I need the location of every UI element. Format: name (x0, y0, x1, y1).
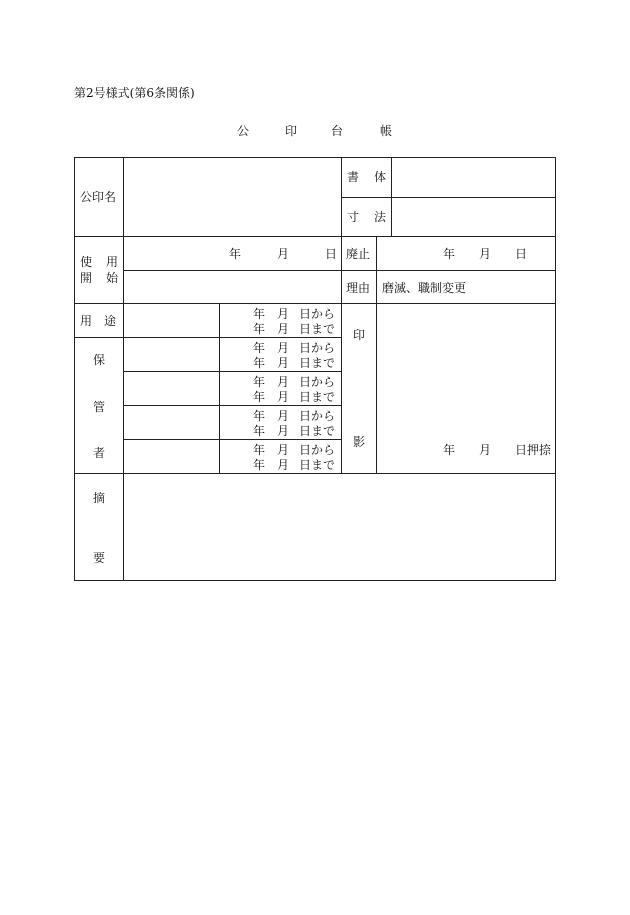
divider-record-row-3 (123, 405, 341, 406)
title-char-1: 公 (237, 124, 250, 138)
label-start-use-1a: 使 (80, 255, 93, 269)
start-date-year: 年 (229, 247, 242, 261)
label-seal-image-char-2: 影 (353, 435, 366, 449)
label-start-use-2a: 開 (80, 271, 93, 285)
period-to-suffix: 日まで (299, 424, 336, 438)
reason-value: 磨滅、職制変更 (382, 281, 467, 295)
divider-abolish-right (376, 236, 377, 304)
period-from-suffix: 日から (299, 341, 336, 355)
divider-seal-name-bottom (74, 236, 556, 237)
abolish-date-month: 月 (479, 247, 492, 261)
period-to-suffix: 日まで (299, 356, 336, 370)
title-char-4: 帳 (380, 124, 393, 138)
divider-records-bottom (74, 473, 556, 474)
abolish-date-year: 年 (443, 247, 456, 261)
table-border-bottom (74, 580, 556, 581)
title-char-2: 印 (285, 124, 298, 138)
divider-record-row-2 (123, 371, 341, 372)
label-typeface-char-2: 体 (374, 170, 387, 184)
divider-start-use-middle (123, 270, 556, 271)
period-to-suffix: 日まで (299, 458, 336, 472)
label-purpose-char-1: 用 (80, 314, 93, 328)
period-to-month: 月 (277, 356, 290, 370)
divider-typeface-size (341, 197, 556, 198)
period-to-month: 月 (277, 390, 290, 404)
abolish-date-day: 日 (515, 247, 528, 261)
label-summary-char-2: 要 (93, 551, 106, 565)
label-reason: 理由 (346, 281, 371, 295)
label-seal-image-char-1: 印 (353, 328, 366, 342)
label-start-use-1b: 用 (106, 255, 119, 269)
divider-purpose-row (74, 337, 341, 338)
period-to-year: 年 (253, 458, 266, 472)
seal-press-suffix: 日押捺 (515, 443, 552, 457)
divider-seal-image-right (376, 303, 377, 474)
period-to-year: 年 (253, 356, 266, 370)
table-border-right (555, 157, 556, 581)
period-to-month: 月 (277, 458, 290, 472)
period-to-month: 月 (277, 322, 290, 336)
seal-press-month: 月 (479, 443, 492, 457)
period-from-month: 月 (277, 341, 290, 355)
label-summary-char-1: 摘 (93, 491, 106, 505)
label-start-use-2b: 始 (106, 271, 119, 285)
divider-start-use-bottom (74, 303, 556, 304)
table-border-top (74, 157, 556, 158)
label-abolish: 廃止 (346, 247, 371, 261)
title-char-3: 台 (331, 124, 344, 138)
period-to-suffix: 日まで (299, 322, 336, 336)
label-purpose-char-2: 途 (104, 314, 117, 328)
label-column-divider (123, 157, 124, 581)
divider-period-left (219, 303, 220, 474)
period-to-suffix: 日まで (299, 390, 336, 404)
period-from-year: 年 (253, 341, 266, 355)
period-from-suffix: 日から (299, 409, 336, 423)
period-from-year: 年 (253, 307, 266, 321)
label-custodian-char-1: 保 (93, 353, 106, 367)
form-number: 第2号様式(第6条関係) (74, 86, 195, 100)
divider-abolish-left (341, 236, 342, 304)
period-from-month: 月 (277, 307, 290, 321)
period-to-year: 年 (253, 424, 266, 438)
start-date-month: 月 (277, 247, 290, 261)
label-seal-name: 公印名 (80, 190, 117, 204)
period-from-suffix: 日から (299, 307, 336, 321)
period-to-month: 月 (277, 424, 290, 438)
period-from-month: 月 (277, 409, 290, 423)
label-custodian-char-3: 者 (93, 446, 106, 460)
period-from-year: 年 (253, 443, 266, 457)
label-size-char-1: 寸 (347, 210, 360, 224)
start-date-day: 日 (325, 247, 338, 261)
period-from-suffix: 日から (299, 443, 336, 457)
seal-press-year: 年 (443, 443, 456, 457)
label-custodian-char-2: 管 (93, 400, 106, 414)
period-from-year: 年 (253, 409, 266, 423)
divider-record-row-4 (123, 439, 341, 440)
period-from-year: 年 (253, 375, 266, 389)
period-to-year: 年 (253, 390, 266, 404)
label-typeface-char-1: 書 (347, 170, 360, 184)
period-from-month: 月 (277, 443, 290, 457)
period-from-suffix: 日から (299, 375, 336, 389)
period-to-year: 年 (253, 322, 266, 336)
table-border-left (74, 157, 75, 581)
label-size-char-2: 法 (374, 210, 387, 224)
period-from-month: 月 (277, 375, 290, 389)
divider-period-right (341, 303, 342, 474)
